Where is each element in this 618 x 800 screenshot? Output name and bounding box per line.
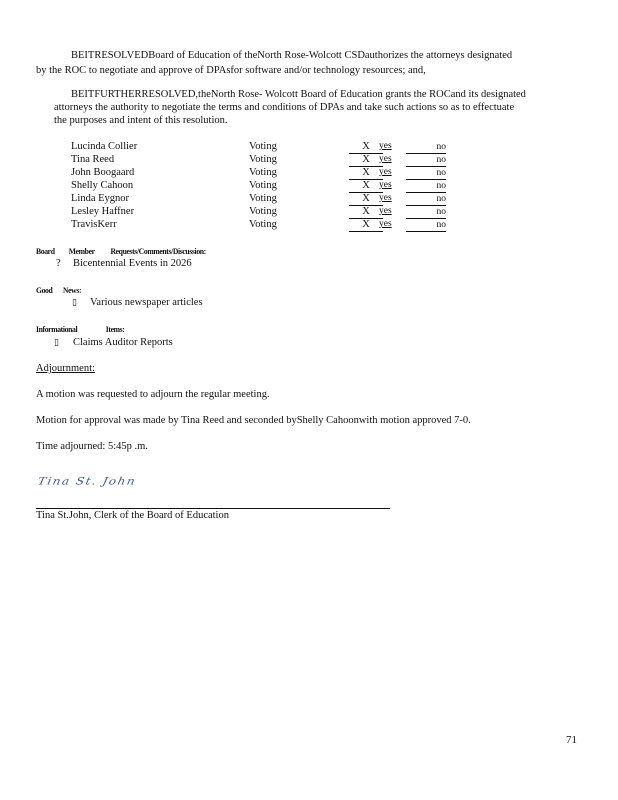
heading-word: Informational [36,324,78,334]
yes-mark: X [349,206,383,219]
heading-word: News: [62,285,82,295]
yes-label: yes [379,141,392,151]
section-heading [36,285,81,295]
voter-status: Voting [249,167,277,178]
heading-word: Member [68,246,95,256]
no-label: no [406,219,446,232]
yes-label: yes [379,193,392,203]
vote-row [71,141,471,154]
vote-row [71,154,471,167]
vote-row [71,193,471,206]
voter-name: Linda Eygnor [71,193,130,204]
time-adjourned: Time adjourned: 5:45p .m. [36,441,148,452]
voter-name: Tina Reed [71,154,115,165]
vote-row [71,167,471,180]
motion-approval: Motion for approval was made by Tina Reed and seconded byShelly Cahoonwith motion approved 7-0. [36,415,471,426]
no-label: no [406,180,446,193]
section-heading [36,324,124,334]
signature-script: Tina St. John [36,475,138,487]
yes-mark: X [349,219,383,232]
no-label: no [406,141,446,154]
heading-word: Requests/Comments/Discussion: [110,246,206,256]
bullet-icon: ▯ [72,297,77,307]
no-label: no [406,167,446,180]
list-item: Bicentennial Events in 2026 [73,258,192,269]
voter-name: Lucinda Collier [71,141,138,152]
voter-name: Lesley Haffner [71,206,135,217]
resolution-2-line-3: the purposes and intent of this resolution. [54,115,228,126]
resolution-1-line-2: by the ROC to negotiate and approve of DPAsfor software and/or technology resources; and, [36,65,426,76]
voter-name: TravisKerr [71,219,117,230]
heading-word: Items: [105,324,125,334]
signature-line [36,508,390,509]
resolution-1-line-1: BEITRESOLVEDBoard of Education of theNorth Rose-Wolcott CSDauthorizes the attorneys designated [71,50,513,61]
voter-name: Shelly Cahoon [71,180,134,191]
bullet-icon: ▯ [54,337,59,347]
voter-status: Voting [249,206,277,217]
vote-row [71,180,471,193]
voter-status: Voting [249,141,277,152]
yes-label: yes [379,219,392,229]
yes-label: yes [379,206,392,216]
bullet-icon: ? [56,258,61,269]
yes-mark: X [349,193,383,206]
voter-status: Voting [249,154,277,165]
list-item: Various newspaper articles [90,297,203,308]
yes-mark: X [349,141,383,154]
resolution-2-line-2: attorneys the authority to negotiate the terms and conditions of DPAs and take such actions so as to effectuate [54,102,515,113]
no-label: no [406,154,446,167]
vote-row [71,219,471,232]
section-heading [36,246,206,256]
voter-status: Voting [249,219,277,230]
list-item: Claims Auditor Reports [73,337,173,348]
adjournment-heading: Adjournment: [36,363,95,374]
heading-word: Board [36,246,55,256]
motion-request: A motion was requested to adjourn the regular meeting. [36,389,270,400]
voter-name: John Boogaard [71,167,135,178]
heading-word: Good [36,285,53,295]
voter-status: Voting [249,193,277,204]
signature-caption: Tina St.John, Clerk of the Board of Education [36,510,229,521]
yes-label: yes [379,180,392,190]
yes-label: yes [379,154,392,164]
no-label: no [406,206,446,219]
vote-row [71,206,471,219]
page-number: 71 [566,734,577,746]
no-label: no [406,193,446,206]
yes-label: yes [379,167,392,177]
yes-mark: X [349,154,383,167]
yes-mark: X [349,167,383,180]
voter-status: Voting [249,180,277,191]
yes-mark: X [349,180,383,193]
resolution-2-line-1: BEITFURTHERRESOLVED,theNorth Rose- Wolcott Board of Education grants the ROCand its designated [71,89,526,100]
